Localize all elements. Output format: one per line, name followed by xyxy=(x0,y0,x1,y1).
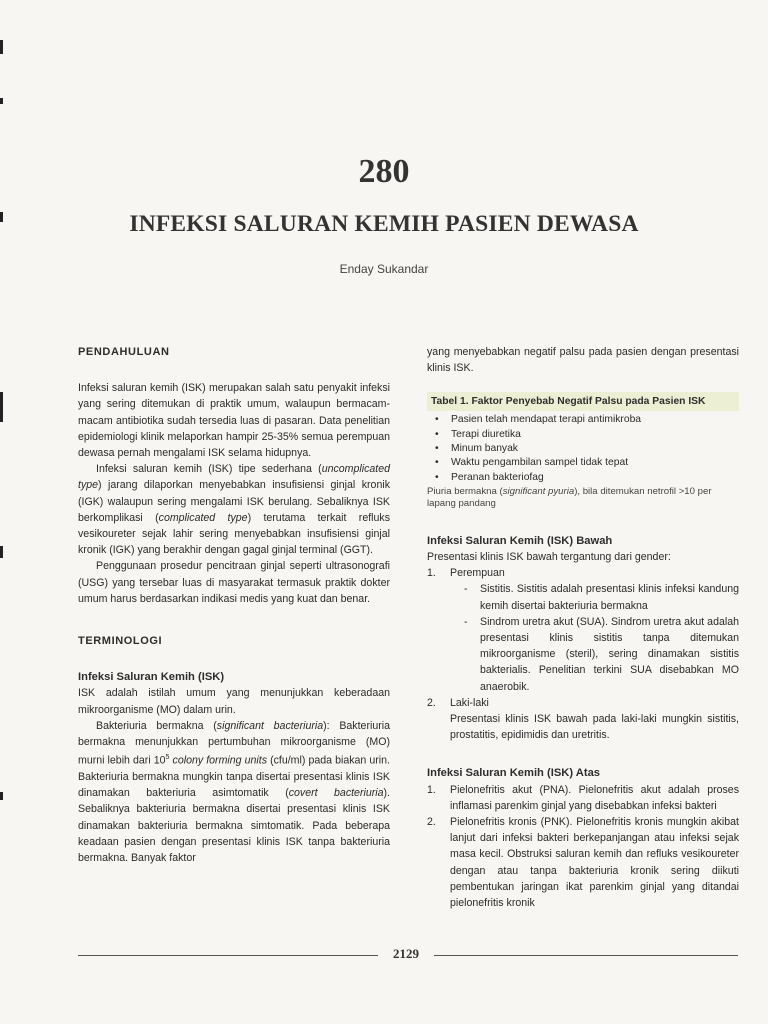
numbered-list xyxy=(427,565,739,743)
list-item-text: Presentasi klinis ISK bawah pada laki-laki mungkin sistitis, prostatitis, epidimidis dan uretritis. xyxy=(450,712,739,742)
footer-rule xyxy=(434,955,738,956)
list-number: 1. xyxy=(427,783,436,796)
left-column xyxy=(78,344,390,866)
paragraph: ISK adalah istilah umum yang menunjukkan keberadaan mikroorganisme (MO) dalam urin. xyxy=(78,687,390,716)
dash-list xyxy=(450,581,739,694)
emphasis: significant pyuria xyxy=(502,485,575,497)
numbered-list xyxy=(427,782,739,912)
scan-edge-mark xyxy=(0,792,3,800)
list-item-label: Laki-laki xyxy=(450,696,489,709)
paragraph: Presentasi klinis ISK bawah tergantung dari gender: xyxy=(427,550,671,563)
emphasis: complicated type xyxy=(158,511,248,524)
scan-edge-mark xyxy=(0,98,3,104)
list-number: 2. xyxy=(427,815,436,828)
dash-list-item: - Sistitis. Sistitis adalah presentasi klinis infeksi kandung kemih disertai bakteriuria bermakna xyxy=(472,581,739,613)
text-run: ): Bakteriuria bermakna menunjukkan pertumbuhan mikroorganisme (MO) murni lebih dari 10 xyxy=(78,719,390,767)
table-note xyxy=(427,486,739,511)
paragraph: yang menyebabkan negatif palsu pada pasien dengan presentasi klinis ISK. xyxy=(427,346,739,375)
list-item xyxy=(427,782,739,814)
list-item-text: Pielonefritis kronis (PNK). Pielonefritis kronis mungkin akibat lanjut dari infeksi bakteri berkepanjangan atau infeksi sejak masa kecil. Obstruksi saluran kemih dan refluks vesikoureter dengan atau tanpa bakteriuria kronik sering diikuti pembentukan jaringan ikat parenkim ginjal yang ditandai pielonefritis kronik xyxy=(450,815,739,909)
scan-edge-mark xyxy=(0,392,3,422)
dash-list-item: - Sindrom uretra akut (SUA). Sindrom uretra akut adalah presentasi klinis sistitis tanpa ditemukan mikroorganisme (steril), sering dinamakan sistitis bakterialis. Penelitian terkini SUA disebabkan MO anaerobik. xyxy=(472,614,739,695)
paragraph: Infeksi saluran kemih (ISK) merupakan salah satu penyakit infeksi yang sering ditemukan di praktik umum, walaupun bermacam-macam antibiotika sudah tersedia luas di pasaran. Data penelitian epidemiologi klinik melaporkan hampir 25-35% semua perempuan dewasa pernah mengalami ISK selama hidupnya. xyxy=(78,382,390,460)
chapter-title: INFEKSI SALURAN KEMIH PASIEN DEWASA xyxy=(129,211,639,237)
spacer xyxy=(78,607,390,633)
subheading-isk-atas: Infeksi Saluran Kemih (ISK) Atas xyxy=(427,767,601,780)
subheading-isk-bawah: Infeksi Saluran Kemih (ISK) Bawah xyxy=(427,534,613,547)
table-list-item: • Minum banyak xyxy=(451,442,739,456)
text-run: Infeksi saluran kemih (ISK) tipe sederhana ( xyxy=(96,463,322,476)
spacer xyxy=(427,743,739,765)
table-list xyxy=(427,413,739,484)
emphasis: significant bacteriuria xyxy=(216,719,324,732)
subheading-isk: Infeksi Saluran Kemih (ISK) xyxy=(78,671,225,684)
emphasis: colony forming units xyxy=(172,754,267,767)
author: Enday Sukandar xyxy=(339,262,429,276)
scan-edge-mark xyxy=(0,40,3,54)
emphasis: uncomplicated type xyxy=(78,463,390,492)
text-run: ). Sebaliknya bakteriuria bermakna disertai presentasi klinis ISK dinamakan bakteriuria bermakna simtomatik. Pada beberapa keadaan pasien dengan presentasi klinis ISK tanpa bakteriuria bermakna. Banyak faktor xyxy=(78,787,390,865)
text-run: ), bila ditemukan netrofil >10 per lapang pandang xyxy=(427,485,712,510)
section-heading-terminologi: TERMINOLOGI xyxy=(78,635,163,648)
text-run: ) jarang dilaporkan menyebabkan insufisiensi ginjal kronik (IGK) walaupun sering mengalami ISK berulang. Sebaliknya ISK berkomplikasi ( xyxy=(78,479,390,524)
right-column xyxy=(427,344,739,911)
list-item xyxy=(427,814,739,911)
scan-edge-mark xyxy=(0,546,3,558)
list-item-label: Perempuan xyxy=(450,567,505,580)
table-list-item: • Terapi diuretika xyxy=(451,428,739,442)
list-item-text: Pielonefritis akut (PNA). Pielonefritis akut adalah proses inflamasi parenkim ginjal yang disebabkan infeksi bakteri xyxy=(450,783,739,812)
text-run: ) terutama terkait refluks vesikoureter sejak lahir sering menyebabkan insufisiensi ginjal kronik (IGK) yang berakhir dengan gagal ginjal terminal (GGT). xyxy=(78,511,391,557)
paragraph: Penggunaan prosedur pencitraan ginjal seperti ultrasonografi (USG) yang tersebar luas di masyarakat termasuk praktik dokter umum harus berdasarkan indikasi medis yang kuat dan benar. xyxy=(78,560,390,605)
table-title: Tabel 1. Faktor Penyebab Negatif Palsu pada Pasien ISK xyxy=(427,392,739,411)
table-list-item: • Waktu pengambilan sampel tidak tepat xyxy=(451,456,739,470)
table-1 xyxy=(427,392,739,510)
list-item xyxy=(427,565,739,695)
spacer xyxy=(427,511,739,533)
page-footer xyxy=(78,945,738,965)
superscript: 5 xyxy=(165,754,170,762)
text-run: Bakteriuria bermakna ( xyxy=(96,719,217,732)
emphasis: covert bacteriuria xyxy=(288,787,384,800)
list-item xyxy=(427,695,739,744)
text-run: Piuria bermakna ( xyxy=(427,485,503,497)
paragraph xyxy=(78,461,390,558)
paragraph xyxy=(78,718,390,866)
footer-rule xyxy=(78,955,378,956)
list-number: 1. xyxy=(427,567,436,580)
section-heading-pendahuluan: PENDAHULUAN xyxy=(78,346,170,358)
list-number: 2. xyxy=(427,696,436,709)
text-run: (cfu/ml) pada biakan urin. Bakteriuria bermakna mungkin tanpa disertai presentasi klinis ISK dinamakan bakteriuria asimtomatik ( xyxy=(78,754,390,800)
table-list-item: • Pasien telah mendapat terapi antimikroba xyxy=(451,413,739,427)
table-list-item: • Peranan bakteriofag xyxy=(451,471,739,485)
chapter-number: 280 xyxy=(358,153,410,190)
page-number: 2129 xyxy=(393,946,419,961)
